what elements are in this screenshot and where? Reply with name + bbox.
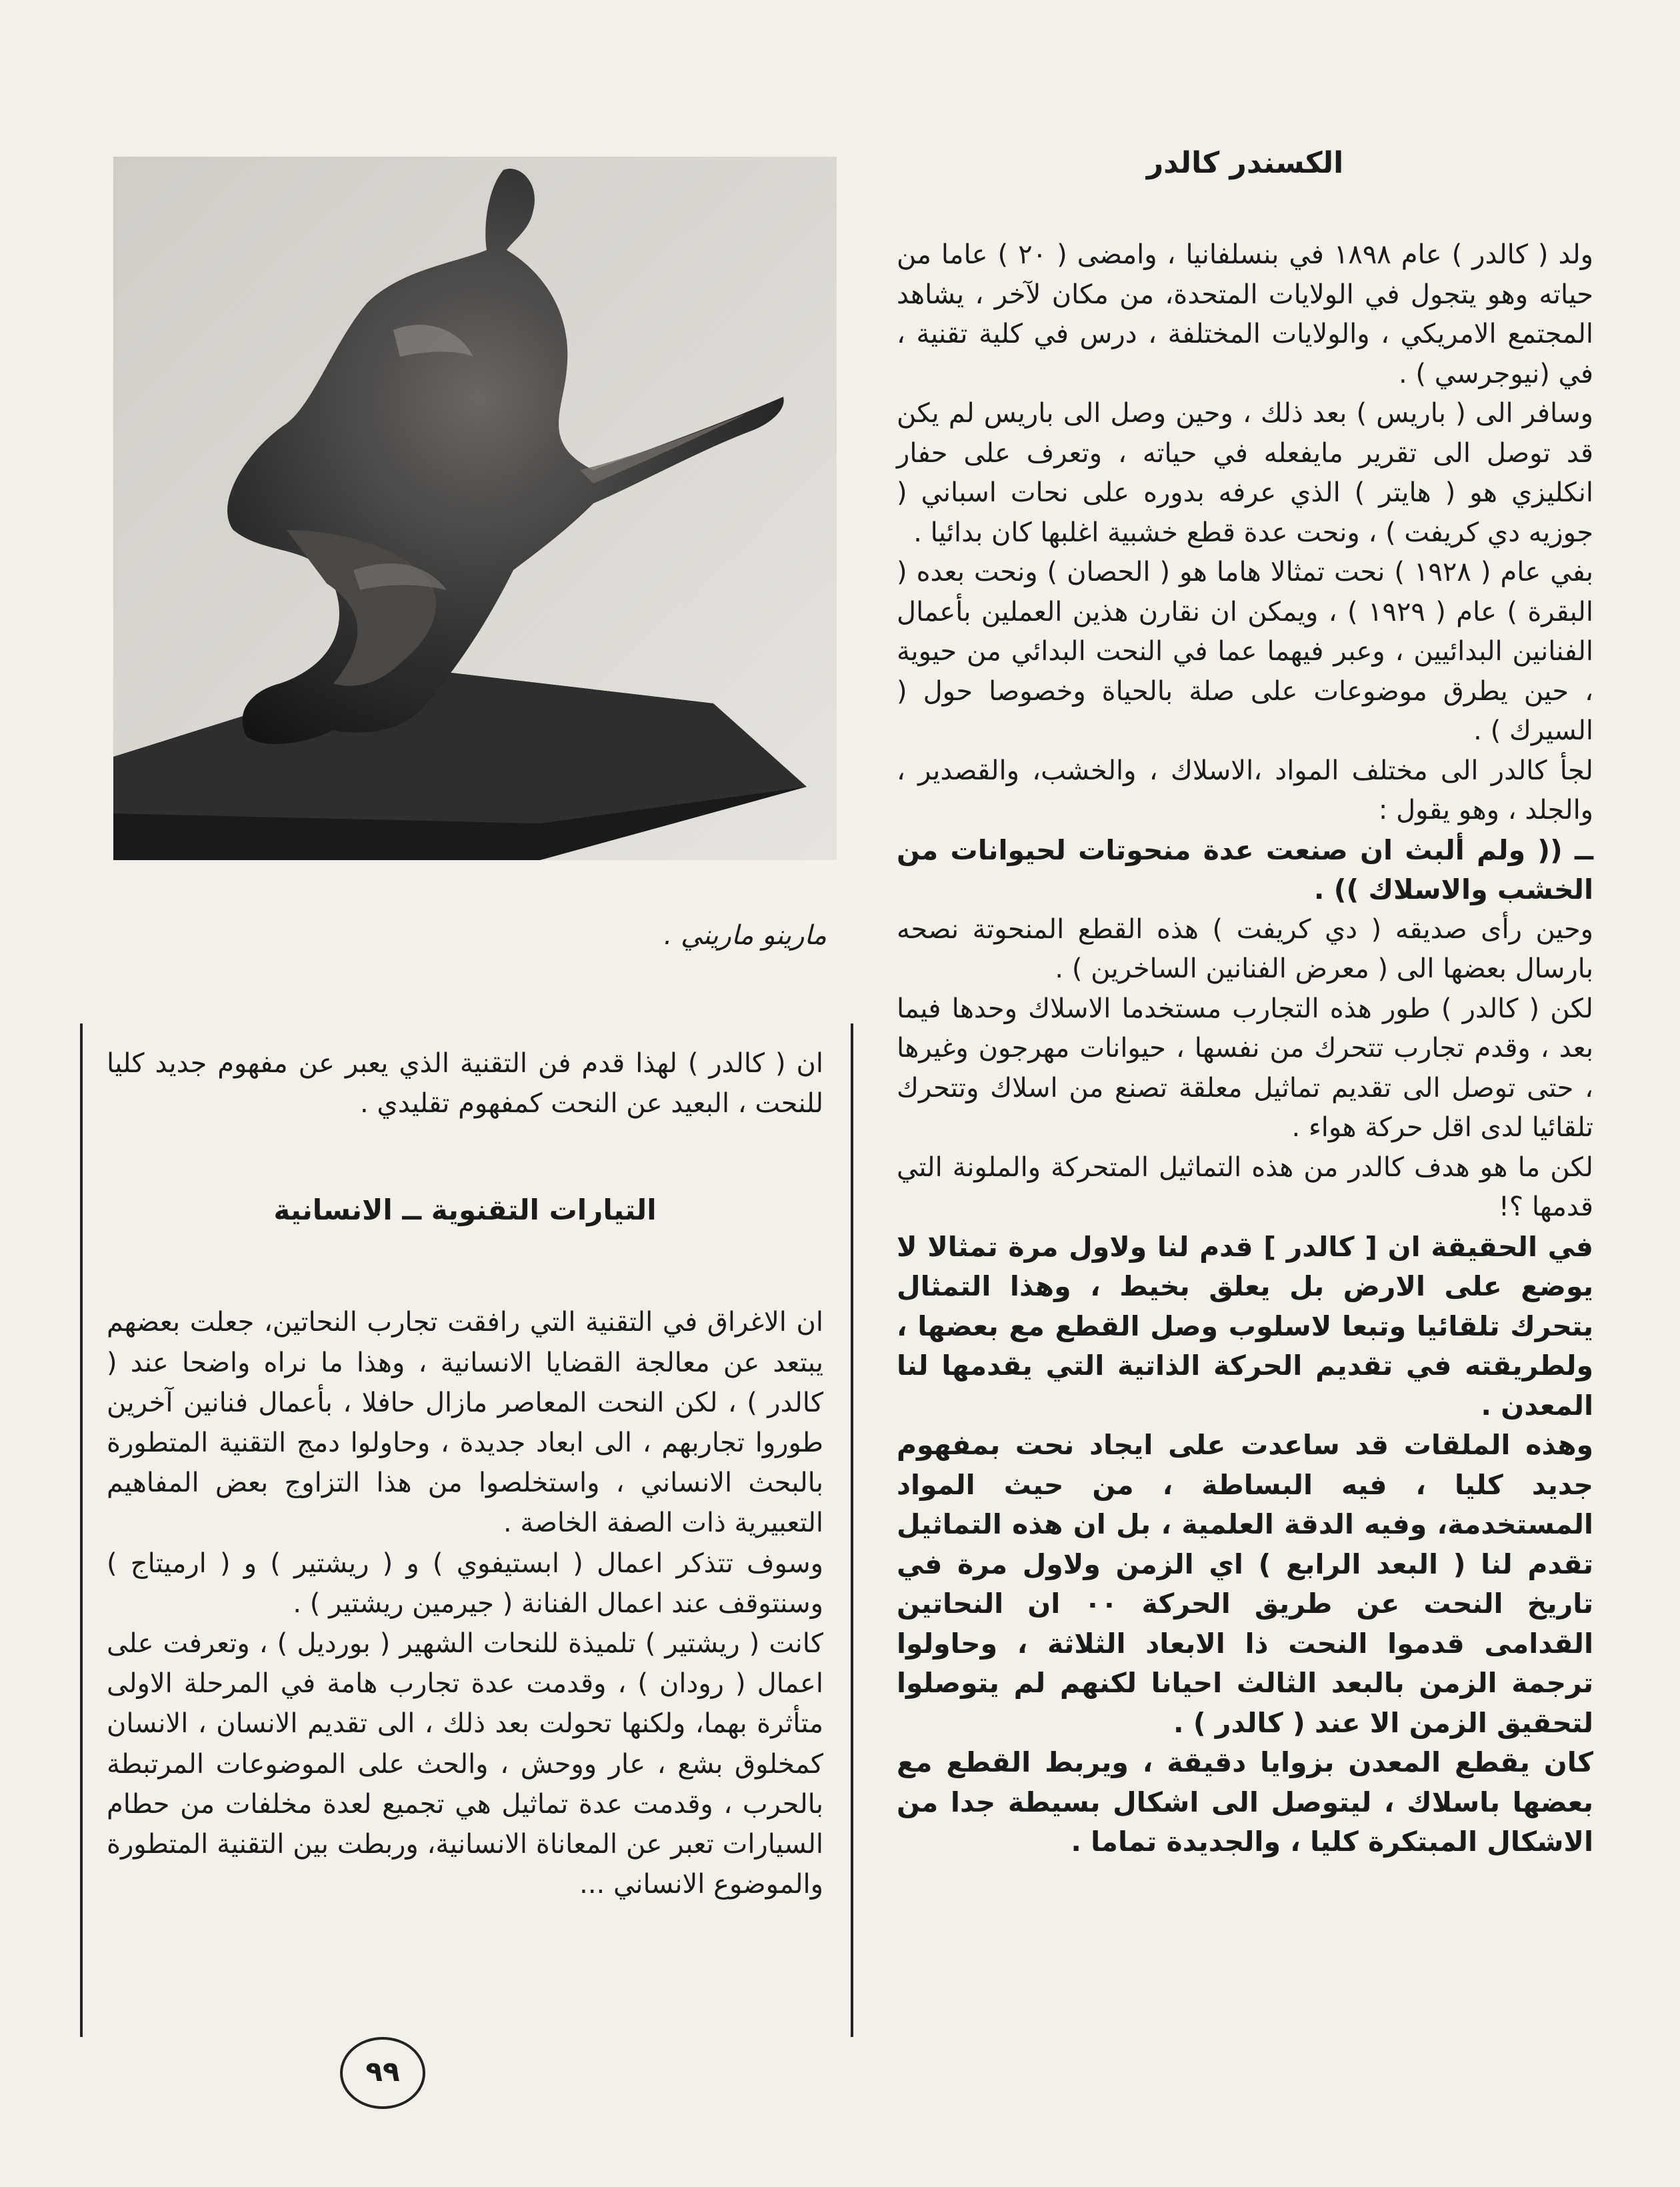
article-right-column bbox=[897, 143, 1593, 1862]
page-number: ٩٩ bbox=[340, 2037, 425, 2109]
quote-paragraph: ــ (( ولم ألبث ان صنعت عدة منحوتات لحيوانات من الخشب والاسلاك )) . bbox=[897, 833, 1593, 905]
paragraph: وحين رأى صديقه ( دي كريفت ) هذه القطع المنحوتة نصحه بارسال بعضها الى ( معرض الفنانين الساخرين ) . bbox=[897, 913, 1593, 984]
sculpture-illustration bbox=[113, 157, 837, 860]
section-heading: التيارات التقنوية ــ الانسانية bbox=[273, 1194, 657, 1227]
article-left-column bbox=[107, 1043, 823, 1904]
paragraph: ولد ( كالدر ) عام ١٨٩٨ في بنسلفانيا ، وامضى ( ٢٠ ) عاما من حياته وهو يتجول في الولايات المتحدة، من مكان لآخر ، يشاهد المجتمع الامريكي ، والولايات المختلفة ، درس في كلية تقنية ، في (نيوجرسي ) . bbox=[897, 239, 1593, 389]
paragraph: وسوف تتذكر اعمال ( ابستيفوي ) و ( ريشتير ) و ( ارميتاج ) وسنتوقف عند اعمال الفنانة ( جيرمين ريشتير ) . bbox=[107, 1548, 823, 1619]
intro-paragraph: ان ( كالدر ) لهذا قدم فن التقنية الذي يعبر عن مفهوم جديد كليا للنحت ، البعيد عن النحت كمفهوم تقليدي . bbox=[107, 1048, 823, 1120]
bold-paragraph: وهذه الملقات قد ساعدت على ايجاد نحت بمفهوم جديد كليا ، فيه البساطة ، من حيث المواد المستخدمة، وفيه الدقة العلمية ، بل ان هذه التماثيل تقدم لنا ( البعد الرابع ) اي الزمن ولاول مرة في تاريخ النحت عن طريق الحركة ٠٠ ان النحاتين القدامى قدموا النحت ذا الابعاد الثلاثة ، وحاولوا ترجمة الزمن بالبعد الثالث احيانا لكنهم لم يتوصلوا لتحقيق الزمن الا عند ( كالدر ) . bbox=[897, 1429, 1593, 1739]
photo-caption: مارينو ماريني . bbox=[663, 920, 827, 951]
paragraph: بفي عام ( ١٩٢٨ ) نحت تمثالا هاما هو ( الحصان ) ونحت بعده ( البقرة ) عام ( ١٩٢٩ ) ، ويمكن ان نقارن هذين العملين بأعمال الفنانين البدائيين ، وعبر فيهما عما في النحت البدائي من حيوية ، حين يطرق موضوعات على صلة بالحياة وخصوصا حول ( السيرك ) . bbox=[897, 557, 1594, 746]
paragraph: ان الاغراق في التقنية التي رافقت تجارب النحاتين، جعلت بعضهم يبتعد عن معالجة القضايا الانسانية ، وهذا ما نراه واضحا عند ( كالدر ) ، لكن النحت المعاصر مازال حافلا ، بأعمال فنانين آخرين طوروا تجاربهم ، الى ابعاد جديدة ، وحاولوا دمج التقنية المتطورة بالبحث الانساني ، واستخلصوا من هذا التزاوج بعض المفاهيم التعبيرية ذات الصفة الخاصة . bbox=[107, 1307, 823, 1539]
paragraph: كانت ( ريشتير ) تلميذة للنحات الشهير ( بورديل ) ، وتعرفت على اعمال ( رودان ) ، وقدمت عدة تجارب هامة في المرحلة الاولى متأثرة بهما، ولكنها تحولت بعد ذلك ، الى تقديم الانسان ، الانسان كمخلوق بشع ، عار ووحش ، والحث على الموضوعات المرتبطة بالحرب ، وقدمت عدة تماثيل هي تجميع لعدة مخلفات من حطام السيارات تعبر عن المعاناة الانسانية، وربطت بين التقنية المتطورة والموضوع الانساني ... bbox=[107, 1628, 823, 1900]
bold-paragraph: في الحقيقة ان [ كالدر ] قدم لنا ولاول مرة تمثالا لا يوضع على الارض بل يعلق بخيط ، وهذا التمثال يتحرك تلقائيا وتبعا لاسلوب وصل القطع مع بعضها ، ولطريقته في تقديم الحركة الذاتية التي يقدمها لنا المعدن . bbox=[897, 1230, 1593, 1422]
paragraph: لكن ما هو هدف كالدر من هذه التماثيل المتحركة والملونة التي قدمها ؟! bbox=[897, 1152, 1593, 1222]
article-title: الكسندر كالدر bbox=[1146, 146, 1344, 180]
bold-paragraph: كان يقطع المعدن بزوايا دقيقة ، ويربط القطع مع بعضها باسلاك ، ليتوصل الى اشكال بسيطة جدا من الاشكال المبتكرة كليا ، والجديدة تماما . bbox=[897, 1746, 1593, 1858]
paragraph: لجأ كالدر الى مختلف المواد ،الاسلاك ، والخشب، والقصدير ، والجلد ، وهو يقول : bbox=[897, 755, 1593, 825]
sculpture-photo bbox=[113, 157, 837, 860]
paragraph: لكن ( كالدر ) طور هذه التجارب مستخدما الاسلاك وحدها فيما بعد ، وقدم تجارب تتحرك من نفسها ، حيوانات مهرجون وغيرها ، حتى توصل الى تقديم تماثيل معلقة تصنع من اسلاك وتتحرك تلقائيا لدى اقل حركة هواء . bbox=[897, 993, 1593, 1143]
paragraph: وسافر الى ( باريس ) بعد ذلك ، وحين وصل الى باريس لم يكن قد توصل الى تقرير مايفعله في حياته ، وتعرف على حفار انكليزي هو ( هايتر ) الذي عرفه بدوره على نحات اسباني ( جوزيه دي كريفت ) ، ونحت عدة قطع خشبية اغلبها كان بدائيا . bbox=[897, 398, 1593, 548]
